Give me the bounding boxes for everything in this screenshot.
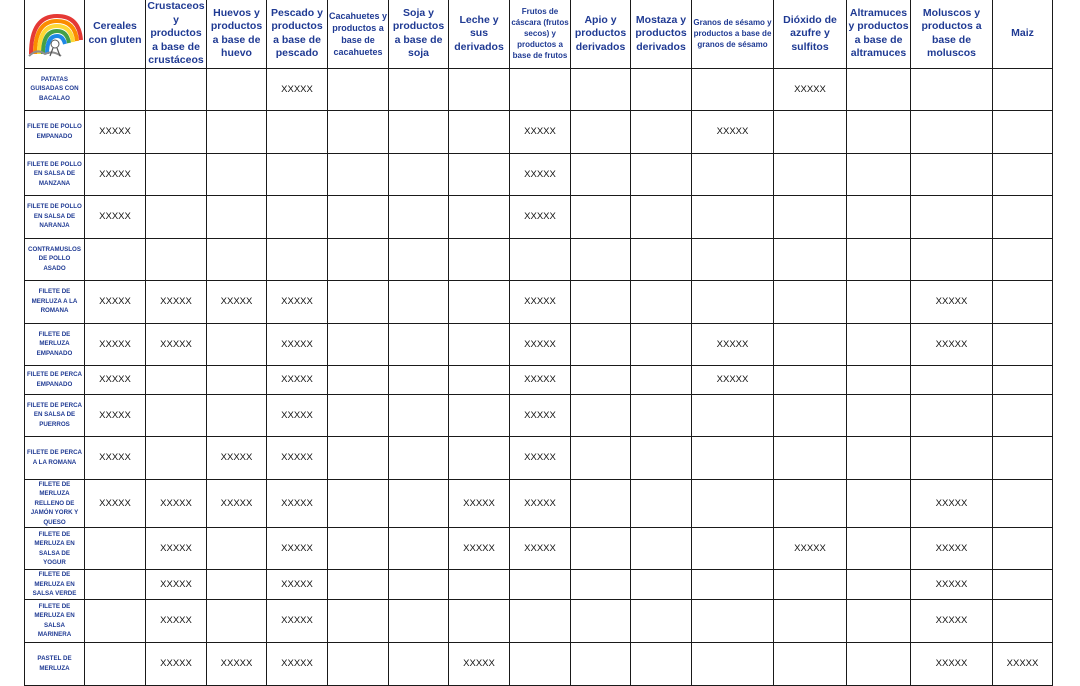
allergen-cell: XXXXX: [911, 280, 993, 323]
allergen-cell: [993, 599, 1053, 642]
allergen-cell: [207, 599, 267, 642]
allergen-cell: [207, 570, 267, 600]
allergen-cell: [993, 436, 1053, 479]
allergen-cell: [85, 570, 146, 600]
allergen-cell: XXXXX: [510, 280, 571, 323]
allergen-cell: [449, 280, 510, 323]
allergen-cell: [146, 394, 207, 436]
logo-cell: [25, 0, 85, 68]
allergen-cell: [146, 68, 207, 110]
allergen-cell: XXXXX: [267, 280, 328, 323]
allergen-cell: [207, 394, 267, 436]
dish-name: FILETE DE PERCA EN SALSA DE PUERROS: [25, 394, 85, 436]
allergen-cell: [389, 479, 449, 528]
allergen-cell: [146, 365, 207, 394]
allergen-cell: XXXXX: [510, 195, 571, 238]
allergen-cell: [847, 436, 911, 479]
allergen-cell: [207, 195, 267, 238]
allergen-cell: [847, 280, 911, 323]
allergen-cell: [510, 570, 571, 600]
allergen-cell: [631, 68, 692, 110]
allergen-cell: [389, 68, 449, 110]
allergen-cell: [571, 195, 631, 238]
allergen-cell: [774, 394, 847, 436]
allergen-cell: [571, 68, 631, 110]
allergen-cell: [993, 394, 1053, 436]
allergen-cell: XXXXX: [146, 323, 207, 365]
allergen-cell: XXXXX: [267, 436, 328, 479]
allergen-cell: [571, 642, 631, 685]
allergen-cell: [510, 599, 571, 642]
allergen-cell: XXXXX: [449, 528, 510, 570]
allergen-cell: [571, 528, 631, 570]
allergen-cell: [328, 195, 389, 238]
allergen-cell: [328, 68, 389, 110]
allergen-cell: [389, 195, 449, 238]
column-header: Mostaza y productos derivados: [631, 0, 692, 68]
allergen-cell: [207, 365, 267, 394]
allergen-cell: [774, 110, 847, 153]
allergen-cell: XXXXX: [510, 153, 571, 195]
allergen-cell: [993, 365, 1053, 394]
allergen-cell: [774, 479, 847, 528]
allergen-cell: [847, 195, 911, 238]
allergen-cell: XXXXX: [510, 528, 571, 570]
dish-name: PASTEL DE MERLUZA: [25, 642, 85, 685]
allergen-cell: [847, 394, 911, 436]
allergen-cell: [328, 528, 389, 570]
column-header: Moluscos y productos a base de moluscos: [911, 0, 993, 68]
allergen-cell: [510, 68, 571, 110]
column-header: Apio y productos derivados: [571, 0, 631, 68]
allergen-cell: XXXXX: [510, 110, 571, 153]
table-row: [25, 642, 1053, 685]
allergen-cell: XXXXX: [85, 436, 146, 479]
allergen-cell: [692, 599, 774, 642]
allergen-cell: XXXXX: [146, 642, 207, 685]
table-row: [25, 570, 1053, 600]
allergen-cell: XXXXX: [146, 570, 207, 600]
allergen-cell: [328, 280, 389, 323]
column-header: Granos de sésamo y productos a base de granos de sésamo: [692, 0, 774, 68]
column-header: Pescado y productos a base de pescado: [267, 0, 328, 68]
allergen-cell: [328, 570, 389, 600]
allergen-cell: [389, 238, 449, 280]
column-header: Dióxido de azufre y sulfitos: [774, 0, 847, 68]
table-row: [25, 238, 1053, 280]
allergen-cell: XXXXX: [267, 528, 328, 570]
allergen-cell: [571, 238, 631, 280]
allergen-cell: XXXXX: [510, 365, 571, 394]
allergen-cell: [847, 528, 911, 570]
allergen-cell: XXXXX: [267, 642, 328, 685]
table-row: [25, 68, 1053, 110]
rainbow-logo: [27, 10, 83, 58]
allergen-cell: [449, 68, 510, 110]
allergen-cell: [328, 479, 389, 528]
allergen-cell: [847, 365, 911, 394]
allergen-cell: [993, 153, 1053, 195]
allergen-cell: [85, 642, 146, 685]
allergen-cell: [389, 528, 449, 570]
allergen-cell: XXXXX: [449, 479, 510, 528]
allergen-cell: [85, 238, 146, 280]
allergen-cell: XXXXX: [267, 323, 328, 365]
allergen-cell: [993, 280, 1053, 323]
allergen-cell: [692, 280, 774, 323]
allergen-cell: XXXXX: [146, 599, 207, 642]
dish-name: FILETE DE MERLUZA EN SALSA MARINERA: [25, 599, 85, 642]
dish-name: FILETE DE MERLUZA RELLENO DE JAMÓN YORK Y QUESO: [25, 479, 85, 528]
allergen-cell: [328, 365, 389, 394]
allergen-cell: XXXXX: [993, 642, 1053, 685]
allergen-cell: [571, 153, 631, 195]
allergen-cell: [692, 436, 774, 479]
dish-name: FILETE DE POLLO EMPANADO: [25, 110, 85, 153]
allergen-cell: [389, 110, 449, 153]
table-row: [25, 153, 1053, 195]
allergen-cell: [692, 68, 774, 110]
allergen-cell: [847, 238, 911, 280]
table-row: [25, 394, 1053, 436]
table-body: [25, 68, 1053, 685]
allergen-cell: [847, 570, 911, 600]
column-header: Soja y productos a base de soja: [389, 0, 449, 68]
allergen-cell: [449, 110, 510, 153]
allergen-cell: [911, 153, 993, 195]
allergen-cell: [774, 365, 847, 394]
allergen-cell: [449, 323, 510, 365]
allergen-cell: [571, 280, 631, 323]
allergen-cell: [267, 110, 328, 153]
allergen-cell: [911, 68, 993, 110]
allergen-cell: [631, 280, 692, 323]
dish-name: FILETE DE PERCA EMPANADO: [25, 365, 85, 394]
allergen-cell: XXXXX: [146, 280, 207, 323]
allergen-cell: [993, 110, 1053, 153]
allergen-cell: XXXXX: [911, 479, 993, 528]
allergen-cell: [510, 642, 571, 685]
dish-name: CONTRAMUSLOS DE POLLO ASADO: [25, 238, 85, 280]
allergen-cell: [774, 195, 847, 238]
allergen-cell: XXXXX: [207, 280, 267, 323]
allergen-cell: [847, 323, 911, 365]
allergen-cell: [267, 238, 328, 280]
allergen-cell: [328, 238, 389, 280]
allergen-cell: XXXXX: [510, 323, 571, 365]
allergen-cell: [631, 365, 692, 394]
allergen-cell: [207, 238, 267, 280]
dish-name: FILETE DE POLLO EN SALSA DE NARANJA: [25, 195, 85, 238]
allergen-cell: XXXXX: [85, 153, 146, 195]
table-row: [25, 110, 1053, 153]
allergen-cell: [911, 195, 993, 238]
column-header: Altramuces y productos a base de altramuces: [847, 0, 911, 68]
table-row: [25, 479, 1053, 528]
allergen-cell: XXXXX: [911, 642, 993, 685]
allergen-cell: [389, 394, 449, 436]
allergen-cell: XXXXX: [774, 528, 847, 570]
allergen-cell: [389, 280, 449, 323]
allergen-cell: [911, 365, 993, 394]
allergen-cell: [207, 323, 267, 365]
allergen-cell: [774, 280, 847, 323]
allergen-cell: [389, 436, 449, 479]
allergen-cell: [267, 195, 328, 238]
allergen-cell: [146, 153, 207, 195]
allergen-cell: [328, 394, 389, 436]
column-header: Leche y sus derivados: [449, 0, 510, 68]
allergen-cell: [692, 570, 774, 600]
allergen-cell: [328, 436, 389, 479]
allergen-cell: [993, 479, 1053, 528]
allergen-cell: XXXXX: [267, 479, 328, 528]
allergen-cell: [571, 599, 631, 642]
allergen-cell: [631, 479, 692, 528]
allergen-cell: [774, 642, 847, 685]
allergen-cell: XXXXX: [911, 599, 993, 642]
allergen-cell: [571, 110, 631, 153]
allergen-cell: XXXXX: [911, 528, 993, 570]
column-header: Huevos y productos a base de huevo: [207, 0, 267, 68]
allergen-cell: [389, 365, 449, 394]
allergen-cell: [85, 68, 146, 110]
allergen-cell: [571, 570, 631, 600]
allergen-cell: [449, 153, 510, 195]
allergen-cell: [389, 599, 449, 642]
allergen-cell: [911, 238, 993, 280]
allergen-cell: [449, 365, 510, 394]
allergen-cell: XXXXX: [774, 68, 847, 110]
allergen-cell: [774, 570, 847, 600]
allergen-cell: [146, 238, 207, 280]
table-row: [25, 599, 1053, 642]
allergen-cell: XXXXX: [267, 365, 328, 394]
allergen-cell: XXXXX: [85, 110, 146, 153]
allergen-cell: [146, 436, 207, 479]
allergen-cell: [631, 195, 692, 238]
dish-name: FILETE DE MERLUZA A LA ROMANA: [25, 280, 85, 323]
dish-name: FILETE DE MERLUZA EN SALSA VERDE: [25, 570, 85, 600]
allergen-cell: [85, 599, 146, 642]
allergen-cell: [692, 394, 774, 436]
allergen-cell: [631, 436, 692, 479]
allergen-cell: [993, 528, 1053, 570]
allergen-cell: XXXXX: [267, 394, 328, 436]
column-header: Cacahuetes y productos a base de cacahuetes: [328, 0, 389, 68]
allergen-cell: [207, 153, 267, 195]
column-header: Cereales con gluten: [85, 0, 146, 68]
allergen-cell: [774, 153, 847, 195]
allergen-cell: XXXXX: [510, 479, 571, 528]
table-row: [25, 436, 1053, 479]
allergen-cell: [571, 365, 631, 394]
allergen-cell: XXXXX: [267, 68, 328, 110]
allergen-cell: [692, 479, 774, 528]
allergen-cell: XXXXX: [449, 642, 510, 685]
column-header: Crustaceos y productos a base de crustáceos: [147, 0, 205, 66]
allergen-cell: [571, 323, 631, 365]
allergen-cell: XXXXX: [146, 479, 207, 528]
allergen-cell: [847, 153, 911, 195]
allergen-cell: XXXXX: [85, 394, 146, 436]
allergen-cell: [449, 599, 510, 642]
allergen-cell: [449, 436, 510, 479]
allergen-cell: XXXXX: [267, 570, 328, 600]
allergen-table: [24, 0, 1053, 686]
allergen-cell: [631, 599, 692, 642]
allergen-cell: [328, 599, 389, 642]
allergen-cell: XXXXX: [692, 323, 774, 365]
allergen-cell: XXXXX: [510, 436, 571, 479]
allergen-cell: [207, 528, 267, 570]
dish-name: FILETE DE MERLUZA EMPANADO: [25, 323, 85, 365]
table-row: [25, 280, 1053, 323]
table-row: [25, 323, 1053, 365]
allergen-cell: [993, 323, 1053, 365]
allergen-cell: [389, 153, 449, 195]
allergen-cell: [631, 642, 692, 685]
allergen-cell: XXXXX: [85, 195, 146, 238]
allergen-cell: [631, 238, 692, 280]
allergen-cell: [692, 195, 774, 238]
allergen-cell: [993, 195, 1053, 238]
allergen-cell: [449, 570, 510, 600]
allergen-cell: [207, 68, 267, 110]
column-header: Maiz: [993, 0, 1053, 68]
column-header: Frutos de cáscara (frutos secos) y productos a base de frutos: [510, 0, 571, 68]
allergen-cell: XXXXX: [911, 323, 993, 365]
allergen-cell: [207, 110, 267, 153]
allergen-cell: [692, 642, 774, 685]
allergen-cell: [449, 195, 510, 238]
allergen-cell: XXXXX: [510, 394, 571, 436]
allergen-cell: [774, 238, 847, 280]
allergen-cell: [328, 110, 389, 153]
dish-name: FILETE DE MERLUZA EN SALSA DE YOGUR: [25, 528, 85, 570]
allergen-cell: [510, 238, 571, 280]
allergen-cell: [328, 323, 389, 365]
allergen-cell: [631, 394, 692, 436]
allergen-cell: [449, 238, 510, 280]
allergen-cell: [847, 642, 911, 685]
allergen-cell: [146, 110, 207, 153]
allergen-cell: [847, 599, 911, 642]
allergen-cell: [631, 528, 692, 570]
allergen-cell: XXXXX: [85, 280, 146, 323]
allergen-cell: [631, 570, 692, 600]
allergen-cell: [993, 238, 1053, 280]
allergen-cell: [993, 570, 1053, 600]
dish-name: FILETE DE POLLO EN SALSA DE MANZANA: [25, 153, 85, 195]
dish-name: FILETE DE PERCA A LA ROMANA: [25, 436, 85, 479]
allergen-cell: [774, 323, 847, 365]
allergen-cell: [389, 642, 449, 685]
allergen-cell: [631, 153, 692, 195]
allergen-cell: [631, 323, 692, 365]
allergen-cell: XXXXX: [207, 479, 267, 528]
allergen-cell: [571, 479, 631, 528]
allergen-cell: [571, 436, 631, 479]
allergen-cell: [389, 570, 449, 600]
allergen-cell: [774, 599, 847, 642]
allergen-cell: XXXXX: [85, 323, 146, 365]
allergen-cell: [267, 153, 328, 195]
table-row: [25, 365, 1053, 394]
allergen-cell: [631, 110, 692, 153]
allergen-cell: [847, 110, 911, 153]
allergen-cell: [847, 68, 911, 110]
allergen-cell: [847, 479, 911, 528]
allergen-cell: XXXXX: [85, 365, 146, 394]
allergen-cell: XXXXX: [692, 365, 774, 394]
allergen-cell: [692, 153, 774, 195]
allergen-cell: [328, 642, 389, 685]
dish-name: PATATAS GUISADAS CON BACALAO: [25, 68, 85, 110]
allergen-cell: [993, 68, 1053, 110]
allergen-cell: XXXXX: [207, 436, 267, 479]
allergen-cell: [911, 394, 993, 436]
allergen-cell: XXXXX: [911, 570, 993, 600]
allergen-cell: XXXXX: [267, 599, 328, 642]
allergen-cell: [692, 528, 774, 570]
allergen-cell: [571, 394, 631, 436]
allergen-cell: XXXXX: [146, 528, 207, 570]
allergen-cell: [449, 394, 510, 436]
allergen-cell: [692, 238, 774, 280]
allergen-cell: [146, 195, 207, 238]
allergen-cell: [911, 110, 993, 153]
allergen-cell: [911, 436, 993, 479]
allergen-cell: [85, 528, 146, 570]
allergen-cell: [774, 436, 847, 479]
table-row: [25, 195, 1053, 238]
table-row: [25, 528, 1053, 570]
allergen-cell: XXXXX: [692, 110, 774, 153]
allergen-cell: XXXXX: [85, 479, 146, 528]
allergen-cell: XXXXX: [207, 642, 267, 685]
allergen-cell: [328, 153, 389, 195]
allergen-cell: [389, 323, 449, 365]
